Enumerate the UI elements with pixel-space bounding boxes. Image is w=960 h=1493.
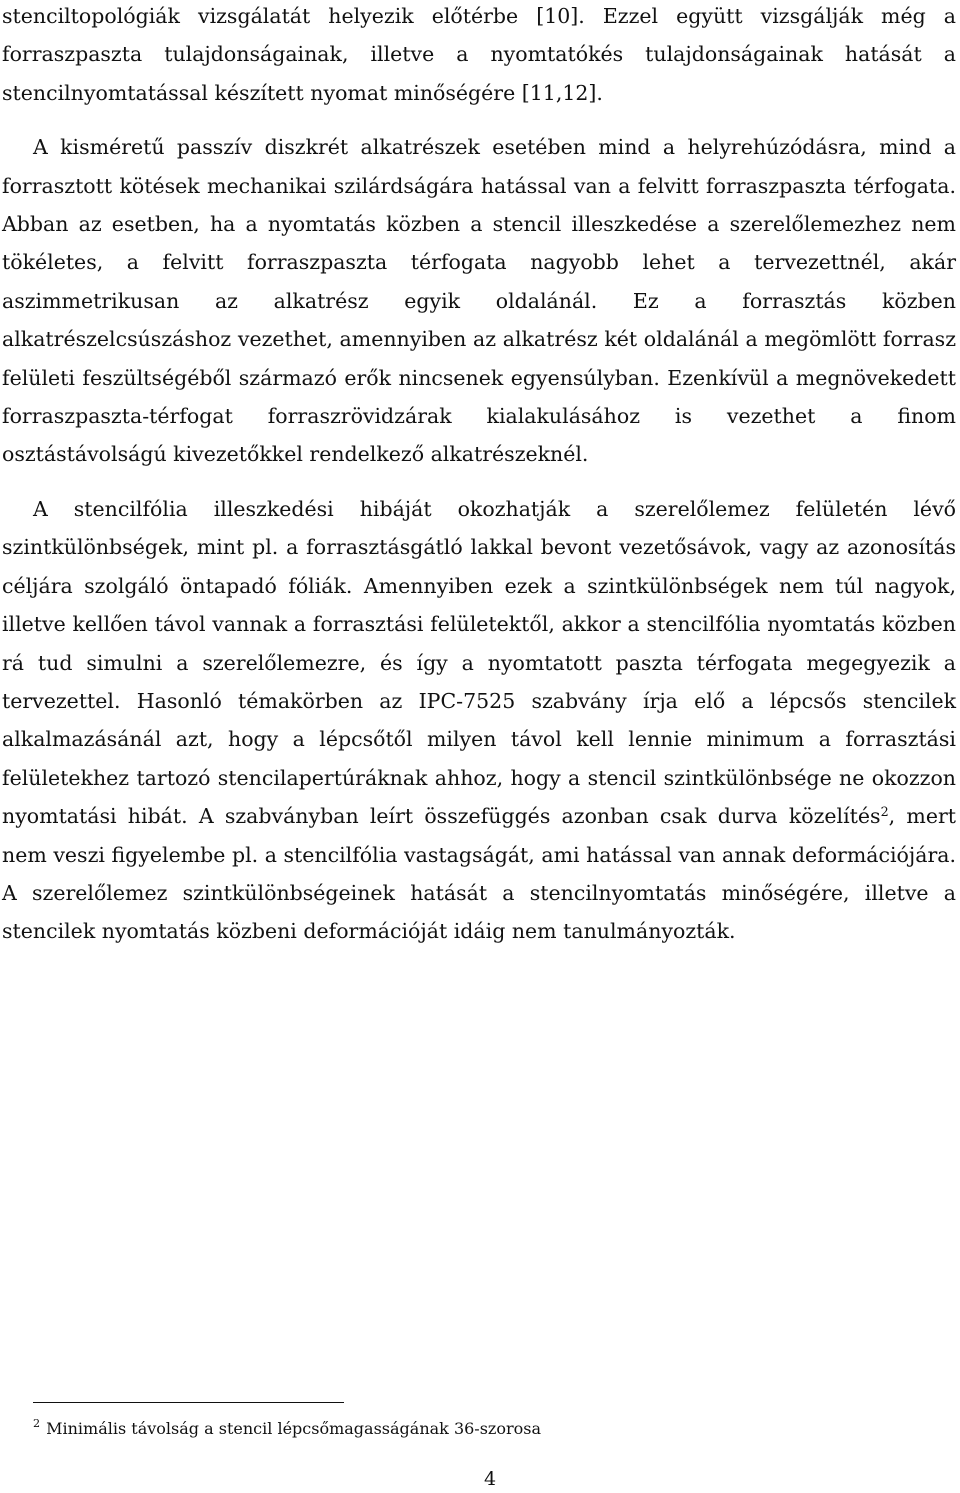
body-text: [2, 0, 956, 951]
page-number: 4: [483, 1468, 497, 1490]
footnote-reference[interactable]: 2: [880, 804, 889, 820]
paragraph-3-text-end: , mert nem veszi figyelembe pl. a stencilfólia vastagságát, ami hatással van annak deformációjára. A szerelőlemez szintkülönbségeinek hatását a stencilnyomtatás minőségére, illetve a stencilek nyomtatás közbeni deformációját idáig nem tanulmányozták.: [2, 804, 956, 944]
footnote-number: 2: [33, 1417, 41, 1431]
paragraph-2: A kisméretű passzív diszkrét alkatrészek esetében mind a helyrehúzódásra, mind a forrasztott kötések mechanikai szilárdságára hatással van a felvitt forraszpaszta térfogata. Abban az esetben, ha a nyomtatás közben a stencil illeszkedése a szerelőlemezhez nem tökéletes, a felvitt forraszpaszta térfogata nagyobb lehet a tervezettnél, akár aszimmetrikusan az alkatrész egyik oldalánál. Ez a forrasztás közben alkatrészelcsúszáshoz vezethet, amennyiben az alkatrész két oldalánál a megömlött forrasz felületi feszültségéből származó erők nincsenek egyensúlyban. Ezenkívül a megnövekedett forraszpaszta-térfogat forraszrövidzárak kialakulásához is vezethet a finom osztástávolságú kivezetőkkel rendelkező alkatrészeknél.: [2, 135, 956, 467]
footnote-text: Minimális távolság a stencil lépcsőmagasságának 36-szorosa: [46, 1419, 542, 1438]
paragraph-3: [2, 490, 956, 951]
footnote-separator: [33, 1402, 344, 1403]
paragraph-1: stenciltopológiák vizsgálatát helyezik előtérbe [10]. Ezzel együtt vizsgálják még a forraszpaszta tulajdonságainak, illetve a nyomtatókés tulajdonságainak hatását a stencilnyomtatással készített nyomat minőségére [11,12].: [2, 4, 956, 105]
footnote: [33, 1417, 933, 1441]
paragraph-3-text-start: A stencilfólia illeszkedési hibáját okozhatják a szerelőlemez felületén lévő szintkülönbségek, mint pl. a forrasztásgátló lakkal bevont vezetősávok, vagy az azonosítás céljára szolgáló öntapadó fóliák. Amennyiben ezek a szintkülönbségek nem túl nagyok, illetve kellően távol vannak a forrasztási felületektől, akkor a stencilfólia nyomtatás közben rá tud simulni a szerelőlemezre, és így a nyomtatott paszta térfogata megegyezik a tervezettel. Hasonló témakörben az IPC-7525 szabvány írja elő a lépcsős stencilek alkalmazásánál azt, hogy a lépcsőtől milyen távol kell lennie minimum a forrasztási felületekhez tartozó stencilapertúráknak ahhoz, hogy a stencil szintkülönbsége ne okozzon nyomtatási hibát. A szabványban leírt összefüggés azonban csak durva közelítés: [2, 496, 956, 829]
